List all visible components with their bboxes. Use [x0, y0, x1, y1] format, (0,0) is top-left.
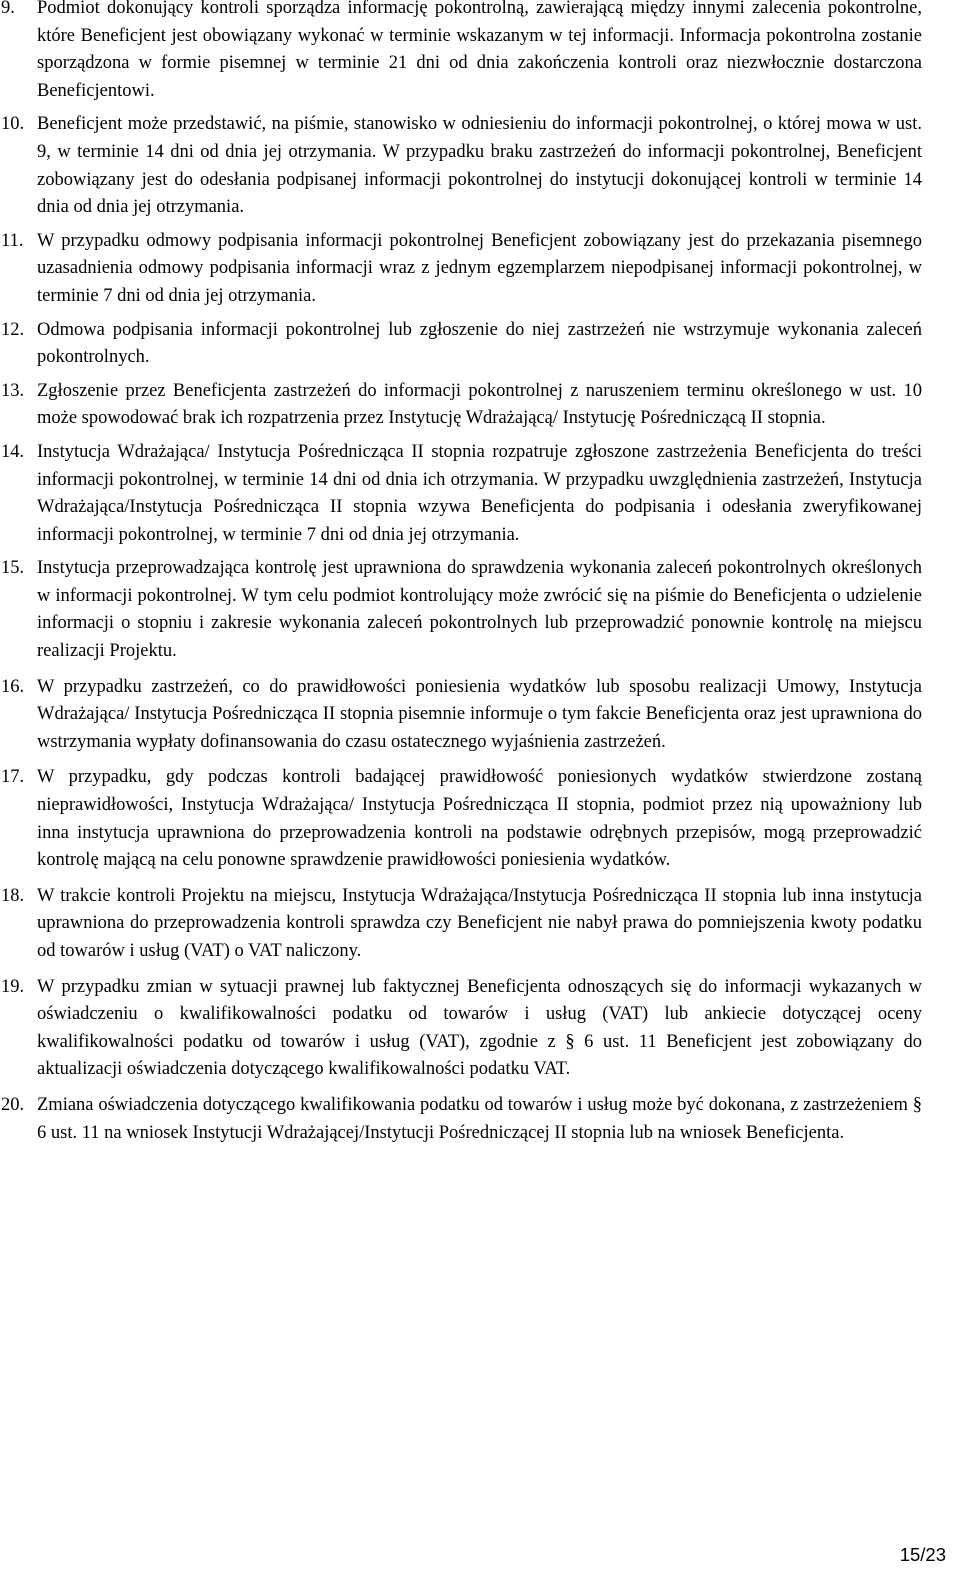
paragraph-text: Odmowa podpisania informacji pokontrolnej lub zgłoszenie do niej zastrzeżeń nie wstrzymuje wykonania zaleceń pokontrolnych.: [37, 319, 922, 368]
paragraph-number: 15.: [1, 558, 25, 579]
paragraph-number: 20.: [1, 1094, 25, 1115]
paragraph-number: 16.: [1, 676, 25, 697]
paragraph-13: [0, 378, 922, 433]
paragraph-17: [0, 764, 922, 874]
paragraph-text: W trakcie kontroli Projektu na miejscu, Instytucja Wdrażająca/Instytucja Pośrednicząca II stopnia lub inna instytucja uprawniona do przeprowadzenia kontroli sprawdza czy Beneficjent nie nabył prawa do pomniejszenia kwoty podatku od towarów i usług (VAT) o VAT naliczony.: [37, 885, 922, 961]
paragraph-text: Beneficjent może przedstawić, na piśmie, stanowisko w odniesieniu do informacji pokontrolnej, o której mowa w ust. 9, w terminie 14 dni od dnia jej otrzymania. W przypadku braku zastrzeżeń do informacji pokontrolnej, Beneficjent zobowiązany jest do odesłania podpisanej informacji pokontrolnej do instytucji dokonującej kontroli w terminie 14 dnia od dnia jej otrzymania.: [37, 114, 922, 218]
paragraph-10: [0, 111, 922, 221]
paragraph-14: [0, 439, 922, 549]
paragraph-20: [0, 1092, 922, 1147]
paragraph-15: [0, 555, 922, 665]
paragraph-number: 14.: [1, 441, 25, 462]
paragraph-19: [0, 974, 922, 1084]
page-number: 15/23: [899, 1544, 946, 1565]
paragraph-text: W przypadku, gdy podczas kontroli badającej prawidłowość poniesionych wydatków stwierdzone zostaną nieprawidłowości, Instytucja Wdrażająca/ Instytucja Pośrednicząca II stopnia, podmiot przez nią upoważniony lub inna instytucja uprawniona do przeprowadzenia kontroli na podstawie odrębnych przepisów, mogą przeprowadzić kontrolę mającą na celu ponowne sprawdzenie prawidłowości poniesienia wydatków.: [37, 767, 922, 871]
paragraph-18: [0, 883, 922, 966]
paragraph-16: [0, 674, 922, 757]
paragraph-number: 19.: [1, 976, 25, 997]
paragraph-text: Zmiana oświadczenia dotyczącego kwalifikowania podatku od towarów i usług może być dokonana, z zastrzeżeniem § 6 ust. 11 na wniosek Instytucji Wdrażającej/Instytucji Pośredniczącej II stopnia lub na wniosek Beneficjenta.: [37, 1094, 922, 1143]
paragraph-number: 10.: [1, 114, 25, 135]
paragraph-text: W przypadku zmian w sytuacji prawnej lub faktycznej Beneficjenta odnoszących się do informacji wykazanych w oświadczeniu o kwalifikowalności podatku od towarów i usług (VAT) lub ankiecie dotyczącej oceny kwalifikowalności podatku od towarów i usług (VAT), zgodnie z § 6 ust. 11 Beneficjent jest zobowiązany do aktualizacji oświadczenia dotyczącego kwalifikowalności podatku VAT.: [37, 976, 922, 1080]
paragraph-text: W przypadku odmowy podpisania informacji pokontrolnej Beneficjent zobowiązany jest do przekazania pisemnego uzasadnienia odmowy podpisania informacji wraz z jednym egzemplarzem niepodpisanej informacji pokontrolnej, w terminie 7 dni od dnia jej otrzymania.: [37, 230, 922, 306]
paragraph-text: Zgłoszenie przez Beneficjenta zastrzeżeń do informacji pokontrolnej z naruszeniem terminu określonego w ust. 10 może spowodować brak ich rozpatrzenia przez Instytucję Wdrażającą/ Instytucję Pośredniczącą II stopnia.: [37, 380, 922, 429]
paragraph-text: Podmiot dokonujący kontroli sporządza informację pokontrolną, zawierającą między innymi zalecenia pokontrolne, które Beneficjent jest obowiązany wykonać w terminie wskazanym w tej informacji. Informacja pokontrolna zostanie sporządzona w formie pisemnej w terminie 21 dni od dnia zakończenia kontroli oraz niezwłocznie dostarczona Beneficjentowi.: [37, 0, 922, 101]
paragraph-number: 11.: [1, 230, 24, 251]
paragraph-number: 18.: [1, 885, 25, 906]
paragraph-text: Instytucja przeprowadzająca kontrolę jest uprawniona do sprawdzenia wykonania zaleceń pokontrolnych określonych w informacji pokontrolnej. W tym celu podmiot kontrolujący może zwrócić się na piśmie do Beneficjenta o udzielenie informacji o stopniu i zakresie wykonania zaleceń pokontrolnych lub przeprowadzić ponownie kontrolę na miejscu realizacji Projektu.: [37, 558, 922, 662]
paragraph-number: 12.: [1, 319, 25, 340]
paragraph-number: 13.: [1, 380, 25, 401]
paragraph-9: [0, 0, 922, 105]
paragraph-text: W przypadku zastrzeżeń, co do prawidłowości poniesienia wydatków lub sposobu realizacji Umowy, Instytucja Wdrażająca/ Instytucja Pośrednicząca II stopnia pisemnie informuje o tym fakcie Beneficjenta oraz jest uprawniona do wstrzymania wypłaty dofinansowania do czasu ostatecznego wyjaśnienia zastrzeżeń.: [37, 676, 922, 752]
paragraph-number: 9.: [1, 0, 15, 18]
paragraph-number: 17.: [1, 767, 25, 788]
paragraph-11: [0, 228, 922, 311]
paragraph-text: Instytucja Wdrażająca/ Instytucja Pośrednicząca II stopnia rozpatruje zgłoszone zastrzeżenia Beneficjenta do treści informacji pokontrolnej, w terminie 14 dni od dnia ich otrzymania. W przypadku uwzględnienia zastrzeżeń, Instytucja Wdrażająca/Instytucja Pośrednicząca II stopnia wzywa Beneficjenta do podpisania i odesłania zweryfikowanej informacji pokontrolnej, w terminie 7 dni od dnia jej otrzymania.: [37, 441, 922, 545]
paragraph-12: [0, 317, 922, 372]
